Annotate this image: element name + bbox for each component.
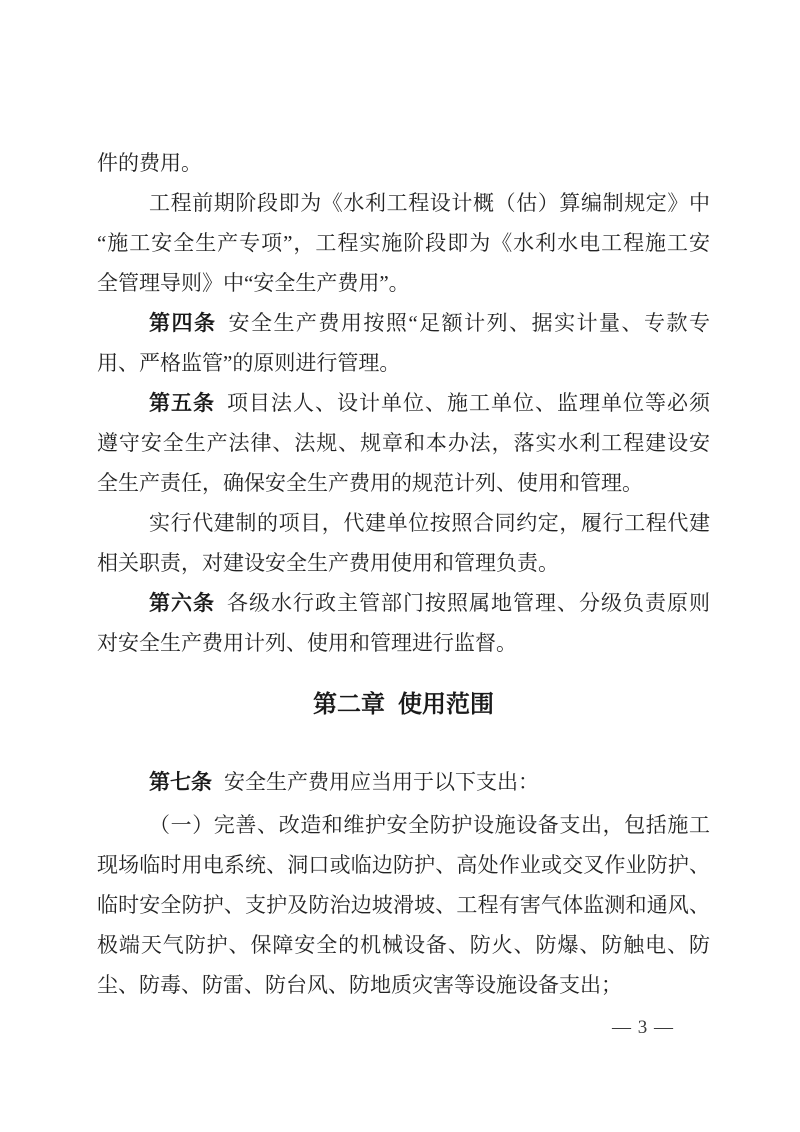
text-line: [97, 762, 710, 802]
text-segment: 件的费用。: [97, 151, 202, 175]
text-line: [97, 623, 710, 663]
text-segment: 实行代建制的项目，代建单位按照合同约定，履行工程代建: [149, 511, 710, 535]
text-segment: “施工安全生产专项”，工程实施阶段即为《水利水电工程施工安: [97, 231, 710, 255]
text-segment: 使用范围: [398, 691, 494, 718]
article-number: 第五条: [149, 392, 215, 415]
chapter-heading: [97, 685, 710, 725]
text-segment: （一）完善、改造和维护安全防护设施设备支出，包括施工: [149, 813, 710, 837]
text-segment: 项目法人、设计单位、施工单位、监理单位等必须: [227, 391, 710, 415]
text-line: [97, 303, 710, 343]
text-line: [97, 143, 710, 183]
text-segment: 工程前期阶段即为《水利工程设计概（估）算编制规定》中: [149, 191, 710, 215]
text-line: [97, 503, 710, 543]
text-segment: 用、严格监管”的原则进行管理。: [97, 351, 401, 375]
text-line: [97, 845, 710, 885]
text-segment: 遵守安全生产法律、法规、规章和本办法，落实水利工程建设安: [97, 431, 710, 455]
text-line: [97, 423, 710, 463]
text-segment: 全管理导则》中“安全生产费用”。: [97, 271, 410, 295]
text-line: [97, 583, 710, 623]
text-line: [97, 383, 710, 423]
text-line: [97, 223, 710, 263]
text-line: [97, 805, 710, 845]
text-segment: 相关职责，对建设安全生产费用使用和管理负责。: [97, 551, 559, 575]
text-segment: 临时安全防护、支护及防治边坡滑坡、工程有害气体监测和通风、: [97, 893, 710, 917]
article-number: 第六条: [149, 592, 215, 615]
text-line: [97, 463, 710, 503]
text-segment: 极端天气防护、保障安全的机械设备、防火、防爆、防触电、防: [97, 933, 710, 957]
text-segment: 安全生产费用应当用于以下支出：: [224, 770, 539, 794]
article-number: 第四条: [149, 312, 217, 335]
text-line: [97, 965, 710, 1005]
page-number: — 3 —: [612, 1017, 674, 1038]
text-line: [97, 885, 710, 925]
text-segment: 尘、防毒、防雷、防台风、防地质灾害等设施设备支出；: [97, 973, 622, 997]
text-line: [97, 343, 710, 383]
text-segment: 第二章: [313, 691, 385, 718]
document-body: [97, 143, 710, 1005]
text-segment: 对安全生产费用计列、使用和管理进行监督。: [97, 631, 517, 655]
text-segment: 安全生产费用按照“足额计列、据实计量、专款专: [228, 311, 710, 335]
text-line: [97, 183, 710, 223]
article-number: 第七条: [149, 771, 212, 794]
text-segment: 全生产责任，确保安全生产费用的规范计列、使用和管理。: [97, 471, 643, 495]
text-segment: 各级水行政主管部门按照属地管理、分级负责原则: [227, 591, 710, 615]
text-segment: 现场临时用电系统、洞口或临边防护、高处作业或交叉作业防护、: [97, 853, 710, 877]
text-line: [97, 925, 710, 965]
text-line: [97, 543, 710, 583]
text-line: [97, 263, 710, 303]
